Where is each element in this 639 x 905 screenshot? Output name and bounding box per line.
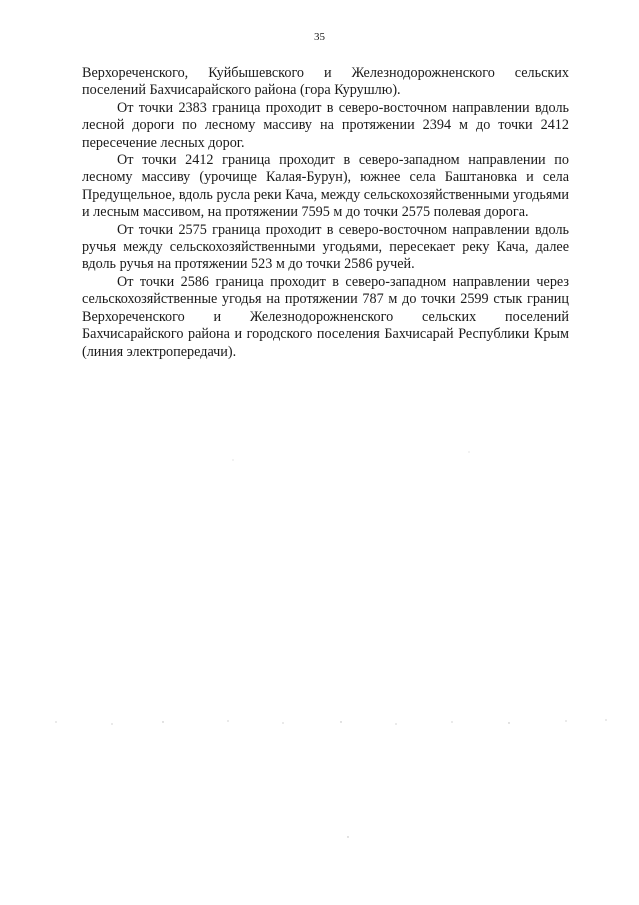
paragraph-4: От точки 2575 граница проходит в северо-восточном направлении вдоль ручья между сельскохозяйственными угодьями, пересекает реку Кача, далее вдоль ручья на протяжении 523 м до точки 2586 ручей. xyxy=(82,221,569,273)
paragraph-5: От точки 2586 граница проходит в северо-западном направлении через сельскохозяйственные угодья на протяжении 787 м до точки 2599 стык границ Верхореченского и Железнодорожненского сельских поселений Бахчисарайского района и городского поселения Бахчисарай Республики Крым (линия электропередачи). xyxy=(82,273,569,360)
paragraph-3: От точки 2412 граница проходит в северо-западном направлении по лесному массиву (урочище Калая-Бурун), южнее села Баштановка и села Предущельное, вдоль русла реки Кача, между сельскохозяйственными угодьями и лесным массивом, на протяжении 7595 м до точки 2575 полевая дорога. xyxy=(82,152,569,221)
page-number: 35 xyxy=(314,31,325,43)
paragraph-2: От точки 2383 граница проходит в северо-восточном направлении вдоль лесной дороги по лесному массиву на протяжении 2394 м до точки 2412 пересечение лесных дорог. xyxy=(82,99,569,151)
paragraph-1: Верхореченского, Куйбышевского и Железнодорожненского сельских поселений Бахчисарайского района (гора Курушлю). xyxy=(82,65,569,99)
